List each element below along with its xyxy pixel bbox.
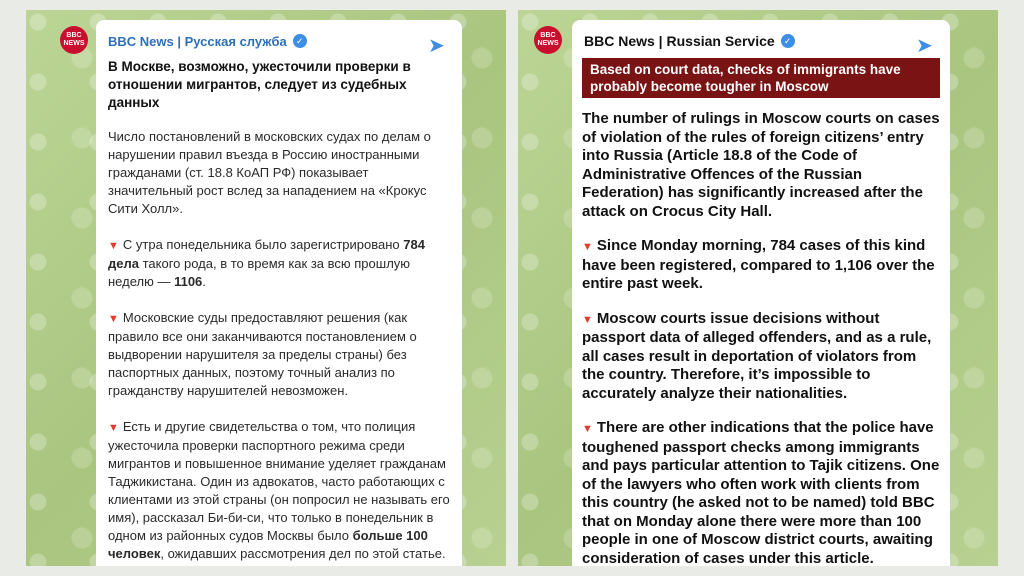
text-bold: больше 100 человек [108,528,428,561]
text: С утра понедельника было зарегистрировано [122,237,404,252]
post-header [572,20,950,52]
paragraph-1: Число постановлений в московских судах по делам о нарушении правил въезда в Россию иностранными гражданами (ст. 18.8 КоАП РФ) показывает значительный рост вслед за нападением на «Крокус Сити Холл». [108,129,431,216]
verified-badge-icon: ✓ [781,34,795,48]
post-header [96,20,462,52]
telegram-icon[interactable]: ➤ [428,35,445,57]
text: Moscow courts issue decisions without passport data of alleged offenders, and as a rule, all cases result in deportation of violators from the country. Therefore, it’s impossible to accurately analyze their nationalities. [582,309,932,402]
avatar-text: BBC NEWS [537,32,559,47]
text-bold: 1106 [174,274,203,289]
post-body [572,98,950,566]
red-triangle-icon: ▼ [582,423,593,435]
telegram-icon[interactable]: ➤ [916,35,933,57]
text: There are other indications that the police have toughened passport checks among immigrants and pays particular attention to Tajik citizens. One of the lawyers who often work with clients from this country (he asked not to be named) told BBC that on Monday alone there were more than 100 people in one of Moscow district courts, awaiting consideration of cases under this article. [582,419,940,566]
left-panel [26,10,506,566]
text: Есть и другие свидетельства о том, что полиция ужесточила проверки паспортного режима среди мигрантов и повышенное внимание уделяет гражданам Таджикистана. Один из адвокатов, часто работающих с клиентами из этой страны (он попросил не называть его имя), рассказал Би-би-си, что только в понедельник в одном из районных судов Москвы было [108,419,450,543]
telegram-post-english [572,20,950,566]
paragraph-4 [582,419,940,566]
red-triangle-icon: ▼ [108,240,119,252]
paragraph-2 [582,237,940,294]
channel-name[interactable]: BBC News | Russian Service [584,33,775,49]
text: Since Monday morning, 784 cases of this kind have been registered, compared to 1,106 over the entire past week. [582,237,935,292]
red-triangle-icon: ▼ [108,422,119,434]
telegram-post-russian [96,20,462,566]
post-headline: В Москве, возможно, ужесточили проверки в отношении мигрантов, следует из судебных данных [108,59,411,110]
red-triangle-icon: ▼ [582,313,593,326]
paragraph-1: The number of rulings in Moscow courts on cases of violation of the rules of foreign citizens’ entry into Russia (Article 18.8 of the Code of Administrative Offences of the Russian Federation) has significantly increased after the attack on Crocus City Hall. [582,110,940,220]
text-bold: 784 дела [108,237,425,271]
text: . [202,274,206,289]
post-body [96,112,462,563]
avatar-text: BBC NEWS [63,32,85,47]
right-panel [518,10,998,566]
text: , ожидавших рассмотрения дел по этой статье. [160,546,446,561]
paragraph-3 [582,310,940,404]
red-triangle-icon: ▼ [108,313,119,325]
bbc-avatar[interactable] [534,26,562,54]
bbc-avatar[interactable] [60,26,88,54]
text: такого рода, в то время как за всю прошлую неделю — [108,256,411,289]
text: Московские суды предоставляют решения (как правило все они заканчиваются постановлением о выдворении нарушителя за пределы страны) без паспортных данных, поэтому точный анализ по гражданству нарушителей невозможен. [108,310,417,398]
paragraph-4 [108,418,450,563]
paragraph-2 [108,236,450,291]
post-headline: Based on court data, checks of immigrants have probably become tougher in Moscow [582,58,940,98]
paragraph-3 [108,309,450,400]
verified-badge-icon: ✓ [293,34,307,48]
red-triangle-icon: ▼ [582,241,593,253]
channel-name[interactable]: BBC News | Русская служба [108,33,287,49]
